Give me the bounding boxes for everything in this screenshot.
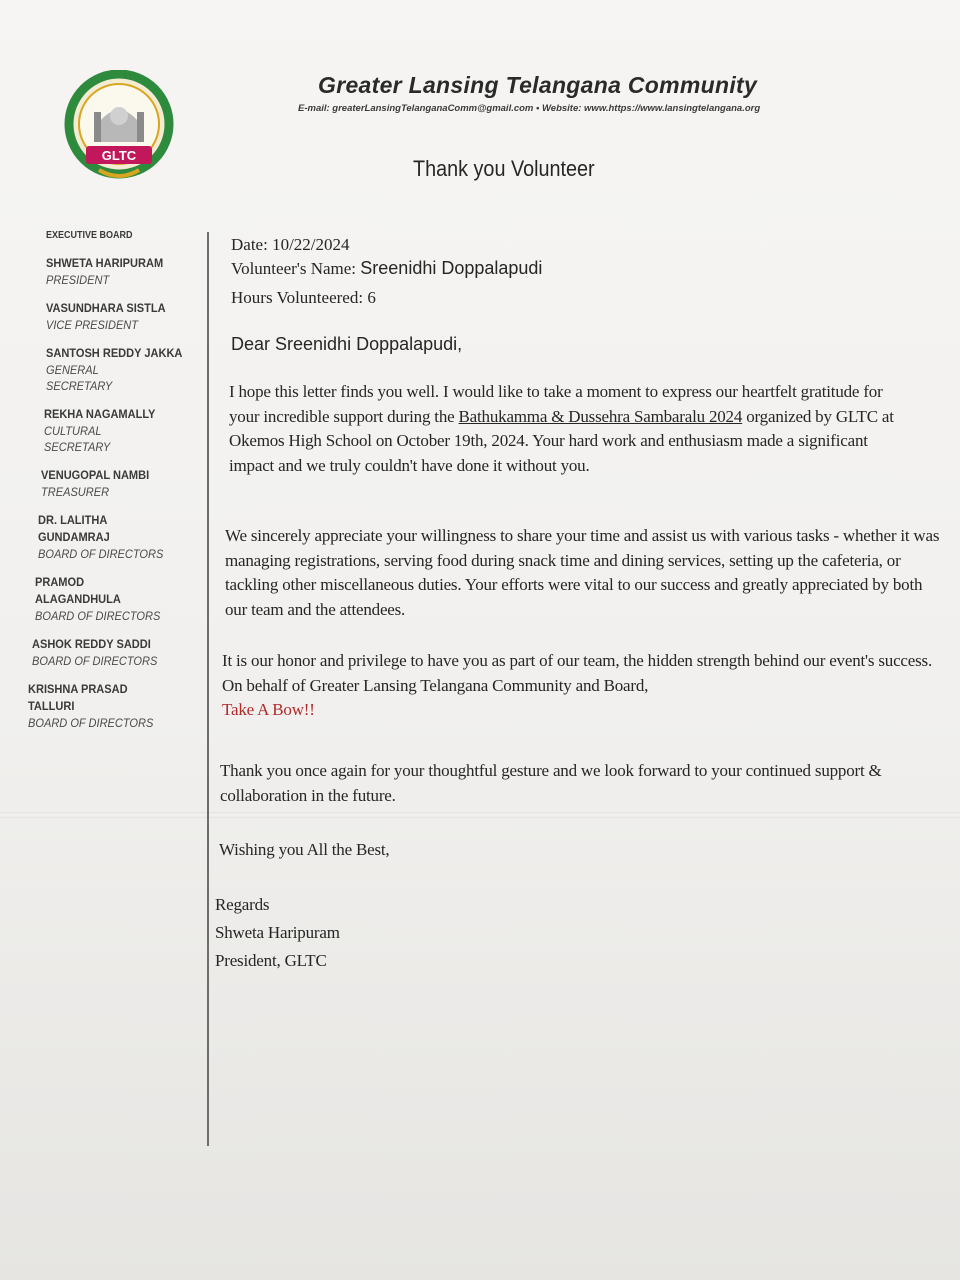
p1-text-end: organized by GLTC at Okemos High School on October 19th, 2024. Your hard work and enthusiasm made a significant impact and we truly couldn't have done it without you. xyxy=(229,406,894,475)
margin-divider xyxy=(207,232,209,1146)
member-name: REKHA NAGAMALLY xyxy=(44,407,156,421)
member-role: BOARD OF DIRECTORS xyxy=(35,609,161,623)
member-name: VENUGOPAL NAMBI xyxy=(41,468,150,482)
hours-label: Hours Volunteered: xyxy=(231,288,368,307)
member-name: SHWETA HARIPURAM xyxy=(46,256,164,270)
date-label: Date: xyxy=(231,235,273,254)
letter-title: Thank you Volunteer xyxy=(413,156,595,181)
member-name: ASHOK REDDY SADDI xyxy=(32,637,151,651)
member-role: TREASURER xyxy=(41,485,110,499)
board-member xyxy=(38,512,204,562)
paper-fold xyxy=(0,812,960,818)
take-a-bow: Take A Bow!! xyxy=(222,700,315,719)
board-member xyxy=(41,467,204,500)
date-line xyxy=(231,235,350,255)
board-member xyxy=(28,681,204,731)
board-heading: EXECUTIVE BOARD xyxy=(46,230,133,241)
p3-text: It is our honor and privilege to have you as part of our team, the hidden strength behind our event's success. On behalf of Greater Lansing Telangana Community and Board, xyxy=(222,651,932,695)
member-role: GENERAL SECRETARY xyxy=(46,363,113,393)
date-value: 10/22/2024 xyxy=(272,235,350,254)
member-name: VASUNDHARA SISTLA xyxy=(46,301,166,315)
member-name: KRISHNA PRASAD TALLURI xyxy=(28,682,128,713)
member-name: SANTOSH REDDY JAKKA xyxy=(46,346,183,360)
signer-name: Shweta Haripuram xyxy=(215,923,340,942)
volunteer-name-line xyxy=(231,258,542,279)
closing: Wishing you All the Best, xyxy=(219,840,390,859)
contact-line: E-mail: greaterLansingTelanganaComm@gmail.com • Website: www.https://www.lansingtelangana.org xyxy=(298,103,761,114)
salutation xyxy=(231,334,462,355)
volunteer-name-label: Volunteer's Name: xyxy=(231,259,357,278)
salutation-text: Dear Sreenidhi Doppalapudi, xyxy=(231,334,463,354)
member-name: PRAMOD ALAGANDHULA xyxy=(35,575,121,606)
organization-name: Greater Lansing Telangana Community xyxy=(318,72,758,98)
board-member xyxy=(35,574,204,624)
member-role: BOARD OF DIRECTORS xyxy=(32,654,158,668)
paragraph-3 xyxy=(222,649,937,723)
gltc-logo xyxy=(64,70,174,188)
signature-block xyxy=(215,891,340,975)
member-role: PRESIDENT xyxy=(46,273,110,287)
board-member xyxy=(46,255,204,288)
member-name: DR. LALITHA GUNDAMRAJ xyxy=(38,513,110,544)
volunteer-name-value: Sreenidhi Doppalapudi xyxy=(360,258,543,278)
board-member xyxy=(46,345,204,394)
signer-title: President, GLTC xyxy=(215,951,327,970)
member-role: BOARD OF DIRECTORS xyxy=(28,716,154,730)
member-role: BOARD OF DIRECTORS xyxy=(38,547,164,561)
executive-board xyxy=(24,230,204,743)
paragraph-2: We sincerely appreciate your willingness to share your time and assist us with various tasks - whether it was managing registrations, serving food during snack time and dining services, setting up the cafeteria, or tackling other miscellaneous duties. Your efforts were vital to our success and greatly appreciated by both our team and the attendees. xyxy=(225,526,940,619)
regards: Regards xyxy=(215,895,270,914)
hours-value: 6 xyxy=(367,288,376,307)
event-name: Bathukamma & Dussehra Sambaralu 2024 xyxy=(458,406,743,426)
paragraph-4: Thank you once again for your thoughtful gesture and we look forward to your continued support & collaboration in the future. xyxy=(220,761,882,805)
paragraph-1 xyxy=(229,380,897,478)
member-role: CULTURAL SECRETARY xyxy=(44,424,111,454)
board-member xyxy=(44,406,204,455)
hours-line xyxy=(231,288,376,308)
member-role: VICE PRESIDENT xyxy=(46,318,139,332)
svg-text:GLTC: GLTC xyxy=(101,148,137,163)
board-member xyxy=(32,636,204,669)
board-member xyxy=(46,300,204,333)
p1-text-start: I hope this letter finds you well. I would like to take a moment to express our heartfelt gratitude for your incredible support during the xyxy=(229,382,883,426)
